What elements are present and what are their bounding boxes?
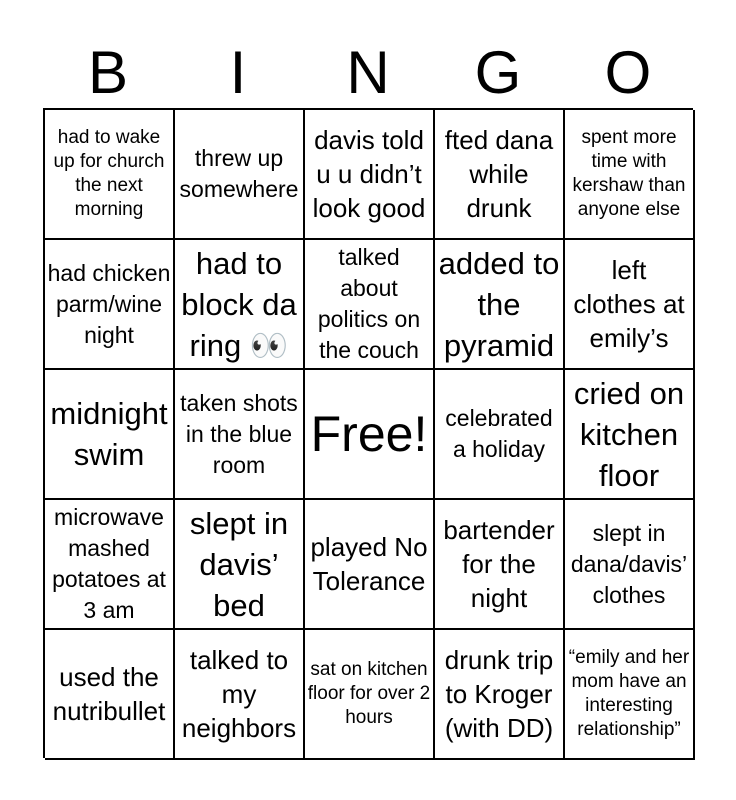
bingo-cell-text: slept in dana/davis’ clothes [570, 519, 688, 608]
bingo-header [43, 40, 693, 106]
bingo-cell[interactable] [305, 630, 435, 760]
header-letter-n: N [346, 39, 390, 106]
bingo-cell-text: sat on kitchen floor for over 2 hours [307, 659, 431, 728]
bingo-cell[interactable] [565, 500, 695, 630]
bingo-cell-text: used the nutribullet [52, 662, 166, 726]
bingo-cell[interactable] [435, 370, 565, 500]
bingo-cell[interactable] [565, 630, 695, 760]
bingo-cell-text: spent more time with kershaw than anyone else [572, 127, 686, 220]
bingo-cell[interactable] [45, 630, 175, 760]
bingo-cell-text: drunk trip to Kroger (with DD) [444, 645, 554, 743]
bingo-cell-text: fted dana while drunk [444, 125, 554, 223]
header-letter-o: O [604, 39, 652, 106]
bingo-cell-text: left clothes at emily’s [573, 255, 685, 353]
free-space-text: Free! [310, 406, 428, 462]
bingo-cell[interactable] [435, 630, 565, 760]
bingo-cell-text: taken shots in the blue room [180, 389, 298, 478]
bingo-cell[interactable] [45, 110, 175, 240]
bingo-cell[interactable] [565, 240, 695, 370]
bingo-cell[interactable] [435, 500, 565, 630]
bingo-cell-text: played No Tolerance [310, 532, 428, 596]
header-letter-g: G [474, 39, 522, 106]
bingo-cell[interactable] [175, 110, 305, 240]
bingo-cell-text: bartender for the night [443, 515, 555, 613]
bingo-card-grid [43, 108, 693, 758]
bingo-cell[interactable] [565, 370, 695, 500]
bingo-cell[interactable] [175, 500, 305, 630]
free-space-cell[interactable] [305, 370, 435, 500]
bingo-cell-text: davis told u u didn’t look good [312, 125, 426, 223]
bingo-cell-text: added to the pyramid [438, 245, 560, 363]
bingo-cell-text: talked about politics on the couch [317, 244, 421, 363]
bingo-cell[interactable] [175, 240, 305, 370]
header-letter-b: B [87, 39, 129, 106]
bingo-cell-text: had chicken parm/wine night [47, 259, 171, 348]
header-letter-i: I [229, 39, 247, 106]
bingo-cell[interactable] [45, 370, 175, 500]
bingo-cell-text: had to block da ring 👀 [181, 245, 297, 363]
bingo-cell[interactable] [435, 240, 565, 370]
bingo-cell[interactable] [45, 240, 175, 370]
bingo-cell[interactable] [175, 370, 305, 500]
bingo-cell[interactable] [435, 110, 565, 240]
bingo-cell-text: “emily and her mom have an interesting relationship” [568, 647, 690, 740]
bingo-cell-text: cried on kitchen floor [573, 375, 685, 493]
bingo-cell-text: threw up somewhere [179, 145, 299, 202]
bingo-cell[interactable] [565, 110, 695, 240]
bingo-cell-text: celebrated a holiday [445, 405, 553, 462]
bingo-cell-text: had to wake up for church the next morning [53, 127, 165, 220]
bingo-cell[interactable] [305, 110, 435, 240]
bingo-cell[interactable] [305, 240, 435, 370]
bingo-cell-text: slept in davis’ bed [189, 505, 289, 623]
bingo-cell[interactable] [45, 500, 175, 630]
bingo-cell[interactable] [305, 500, 435, 630]
bingo-cell[interactable] [175, 630, 305, 760]
bingo-cell-text: talked to my neighbors [181, 645, 297, 743]
bingo-cell-text: midnight swim [50, 396, 168, 472]
bingo-cell-text: microwave mashed potatoes at 3 am [52, 504, 166, 623]
